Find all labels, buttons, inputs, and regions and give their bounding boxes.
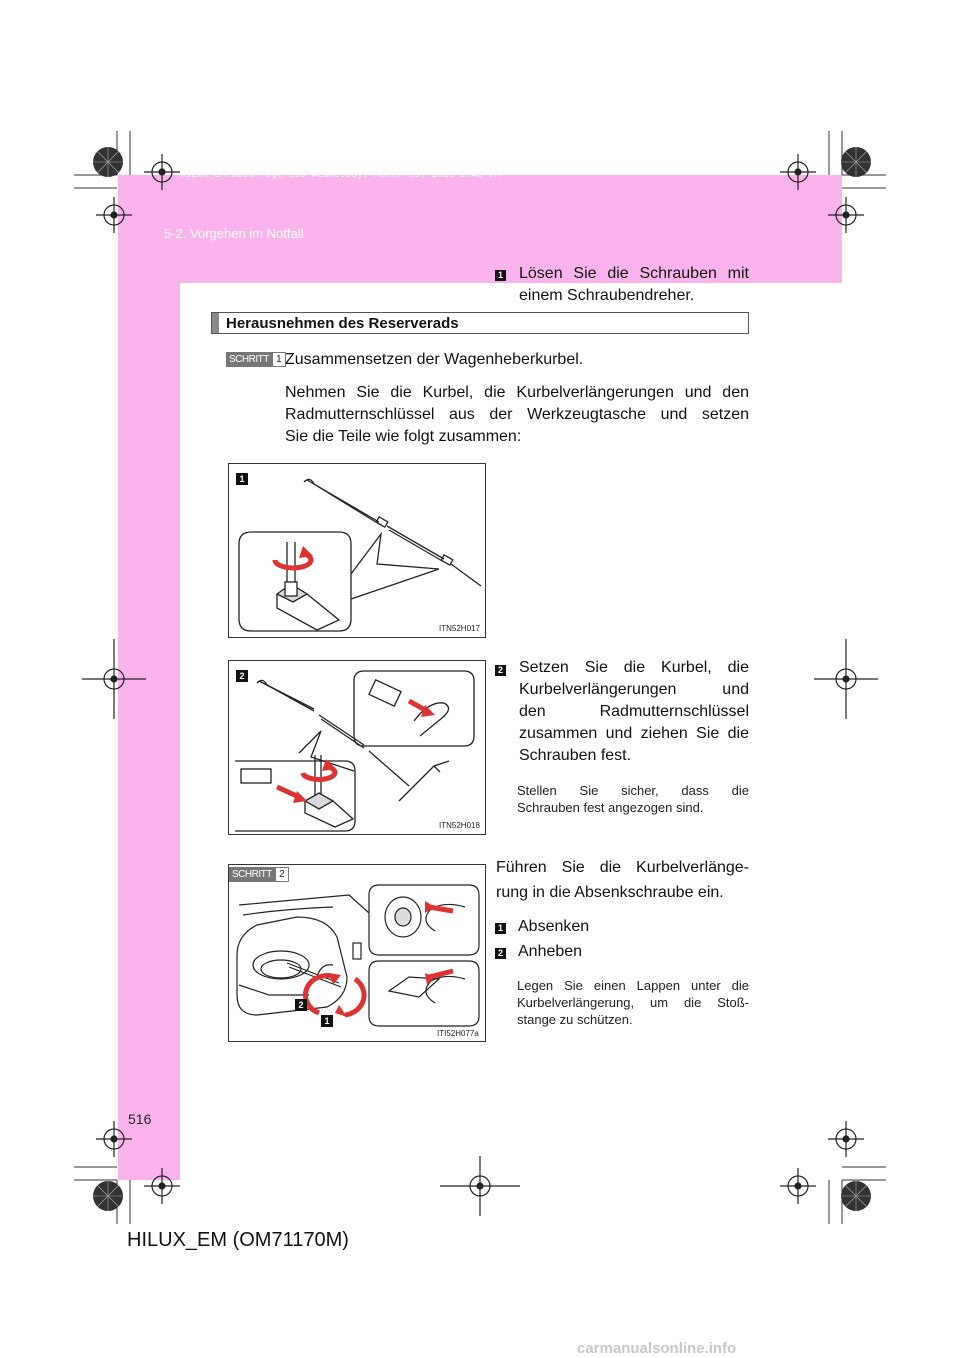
step1-title: Zusammensetzen der Wagenheberkurbel.	[285, 351, 584, 368]
option-text: Absenken	[518, 918, 590, 935]
callout-number: 1	[321, 1015, 333, 1027]
option-number: 1	[495, 923, 506, 934]
item-number: 2	[495, 665, 506, 676]
figure-2	[228, 660, 486, 835]
intro-line: Radmutternschlüssel aus der Werkzeugtasche und setzen	[285, 406, 749, 423]
section-heading	[211, 312, 749, 334]
print-stamp: HILUX_EM.book Page 516 Wednesday, March 23, 2011 2:48 PM	[180, 170, 501, 180]
figure-code: ITI52H077a	[437, 1029, 479, 1038]
callout-number: 2	[295, 999, 307, 1011]
heading-accent	[212, 313, 219, 333]
intro-line: Nehmen Sie die Kurbel, die Kurbelverlängerungen und den	[285, 384, 749, 401]
step1-badge	[226, 352, 286, 367]
note-line: stange zu schützen.	[517, 1012, 633, 1027]
step-number: 2	[275, 867, 289, 882]
option-text: Anheben	[518, 943, 583, 960]
item2-line: den Radmutternschlüssel	[519, 703, 749, 720]
side-band	[118, 283, 180, 1180]
note-line: Schrauben fest angezogen sind.	[517, 800, 704, 815]
page-number: 516	[128, 1111, 152, 1127]
item-number: 1	[495, 270, 506, 281]
note-line: Stellen Sie sicher, dass die	[517, 783, 749, 798]
step2-note	[517, 977, 749, 1028]
item2-line: Setzen Sie die Kurbel, die	[519, 659, 749, 676]
item1-text	[519, 263, 749, 307]
step2-line: Führen Sie die Kurbelverlänge-	[496, 859, 749, 876]
figure-3	[228, 864, 486, 1042]
watermark: carmanualsonline.info	[577, 1340, 737, 1357]
figure-code: ITN52H017	[439, 624, 480, 633]
item2-line: Kurbelverlängerungen und	[519, 681, 749, 698]
item2-line: zusammen und ziehen Sie die	[519, 725, 749, 742]
intro-line: Sie die Teile wie folgt zusammen:	[285, 428, 522, 445]
footer-model: HILUX_EM (OM71170M)	[127, 1229, 349, 1251]
figure-1-illustration	[229, 464, 486, 638]
section-label: 5-2. Vorgehen im Notfall	[164, 226, 304, 241]
heading-text: Herausnehmen des Reserverads	[226, 315, 459, 332]
item2-text	[519, 657, 749, 767]
figure-3-illustration	[229, 865, 486, 1042]
figure-number: 2	[236, 670, 248, 682]
figure-number: 1	[236, 473, 248, 485]
step2-line: rung in die Absenkschraube ein.	[496, 884, 724, 901]
step2-text	[496, 857, 749, 904]
step-label: SCHRITT	[229, 867, 275, 882]
item1-line: einem Schraubendreher.	[519, 287, 695, 304]
note-line: Legen Sie einen Lappen unter die	[517, 978, 749, 993]
item2-note	[517, 782, 749, 816]
note-line: Kurbelverlängerung, um die Stoß-	[517, 995, 749, 1010]
step-label: SCHRITT	[226, 352, 272, 367]
item1-line: Lösen Sie die Schrauben mit	[519, 265, 749, 282]
figure-2-illustration	[229, 661, 486, 835]
figure-code: ITN52H018	[439, 821, 480, 830]
option-number: 2	[495, 948, 506, 959]
step-number: 1	[272, 352, 286, 367]
figure-1	[228, 463, 486, 638]
item2-line: Schrauben fest.	[519, 747, 632, 764]
step1-intro	[285, 382, 749, 448]
